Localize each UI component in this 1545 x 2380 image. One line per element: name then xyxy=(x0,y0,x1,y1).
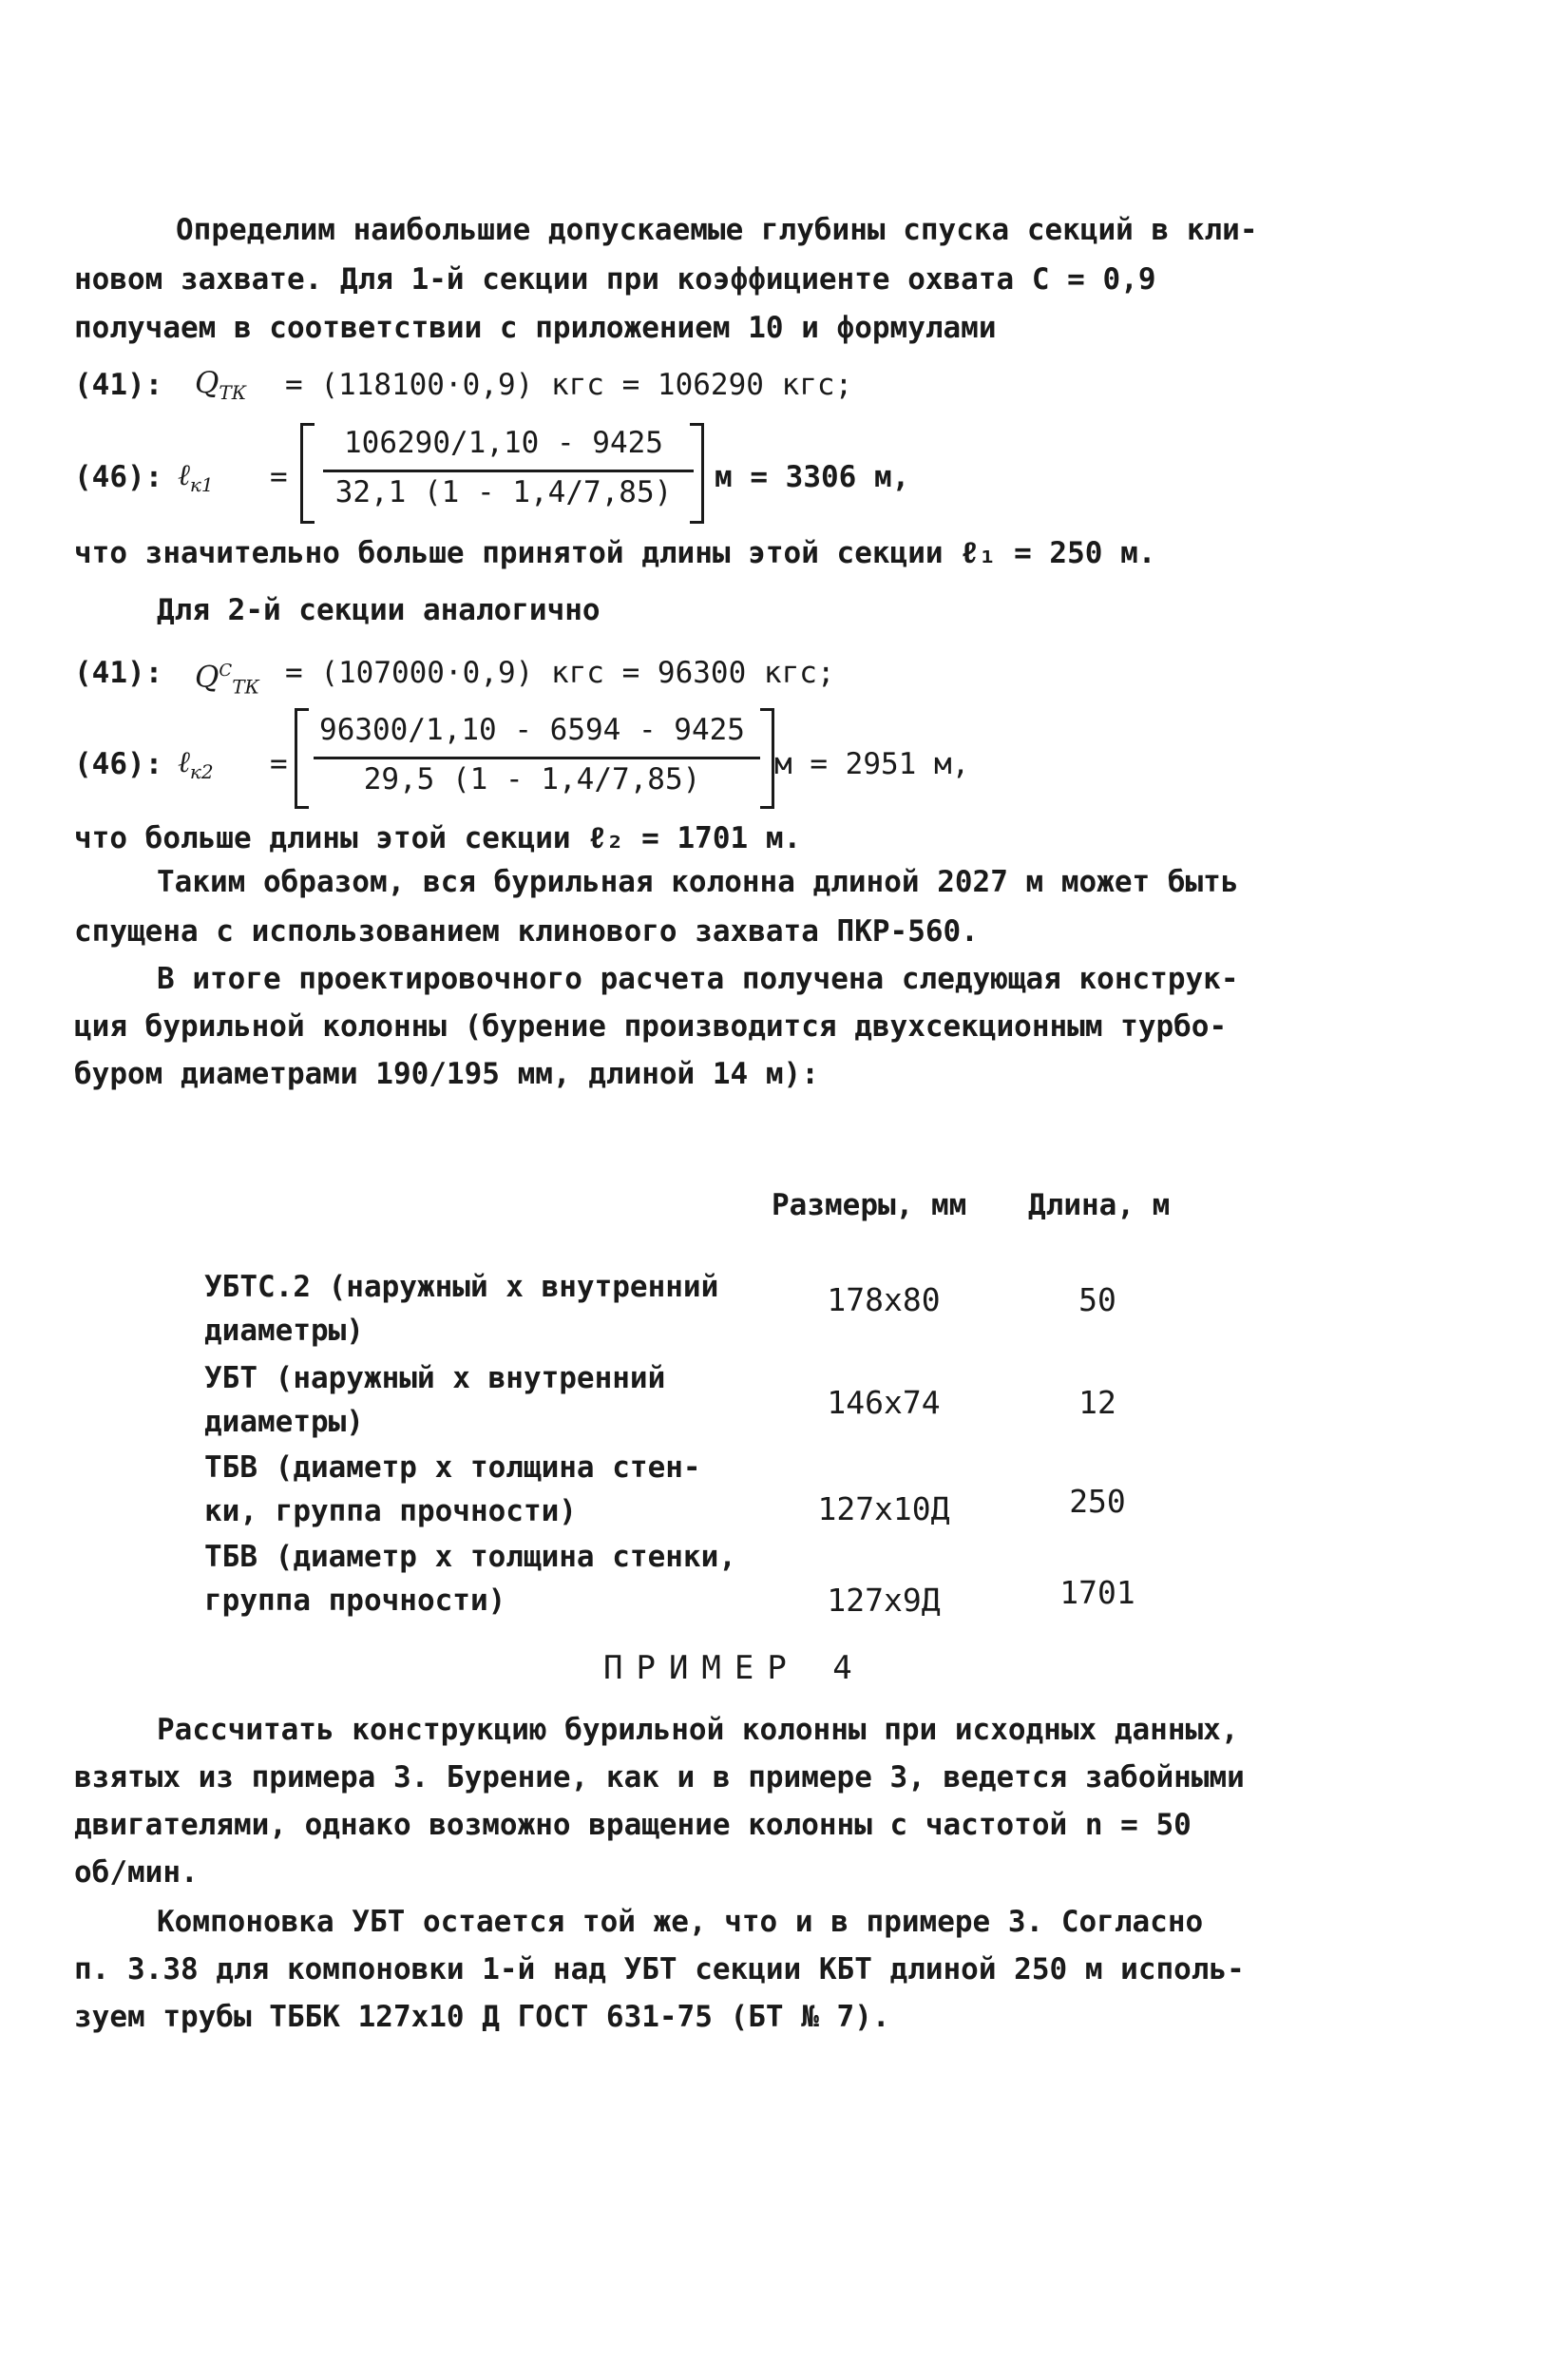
row-label-line1: УБТ (наружный х внутренний xyxy=(204,1361,666,1395)
row-label-line1: ТБВ (диаметр х толщина стенки, xyxy=(204,1540,736,1574)
left-bracket xyxy=(300,423,315,524)
eq-result: м = 2951 м, xyxy=(774,747,970,781)
para3-line2: ция бурильной колонны (бурение производится двухсекционным турбо- xyxy=(74,1009,1228,1044)
eq-label: (41): xyxy=(74,368,163,402)
para1-line3: получаем в соответствии с приложением 10 и формулами xyxy=(74,311,997,345)
row-length: 12 xyxy=(1078,1384,1116,1421)
row-size: 178х80 xyxy=(827,1281,941,1318)
para5-line3: зуем трубы ТББК 127х10 Д ГОСТ 631-75 (БТ № 7). xyxy=(74,2000,890,2034)
row-label-line1: УБТС.2 (наружный х внутренний xyxy=(204,1270,719,1304)
right-bracket xyxy=(690,423,704,524)
eq-label: (46): xyxy=(74,460,163,494)
para1-line1: Определим наибольшие допускаемые глубины спуска секций в кли- xyxy=(176,213,1258,247)
eq-result: м = 3306 м, xyxy=(715,460,910,494)
eq-symbol: $Q_{ТК}$ xyxy=(195,366,247,405)
equals-sign: = xyxy=(270,747,288,781)
right-bracket xyxy=(760,708,774,809)
para2-line2: спущена с использованием клинового захвата ПКР-560. xyxy=(74,914,979,949)
row-label-line2: ки, группа прочности) xyxy=(204,1494,577,1528)
eq-symbol: ℓ$_{к2}$ xyxy=(178,745,214,784)
after-eq2-text: что больше длины этой секции ℓ₂ = 1701 м. xyxy=(74,821,802,855)
eq-label: (46): xyxy=(74,747,163,781)
para4-line2: взятых из примера 3. Бурение, как и в примере 3, ведется забойными xyxy=(74,1760,1245,1795)
fraction-bar xyxy=(314,757,760,759)
header-length: Длина, м xyxy=(1028,1188,1171,1222)
para3-line1: В итоге проектировочного расчета получена следующая конструк- xyxy=(157,962,1239,996)
row-length: 1701 xyxy=(1059,1574,1135,1611)
equals-sign: = xyxy=(270,460,288,494)
header-sizes: Размеры, мм xyxy=(772,1188,967,1222)
row-label-line2: диаметры) xyxy=(204,1314,364,1348)
example-heading: ПРИМЕР 4 xyxy=(603,1649,866,1687)
para5-line1: Компоновка УБТ остается той же, что и в примере 3. Согласно xyxy=(157,1905,1204,1939)
eq-symbol: ℓ$_{к1}$ xyxy=(178,458,214,497)
eq-label: (41): xyxy=(74,656,163,690)
row-label-line2: диаметры) xyxy=(204,1405,364,1439)
denominator: 29,5 (1 - 1,4/7,85) xyxy=(363,762,701,797)
para4-line4: об/мин. xyxy=(74,1855,199,1890)
eq-symbol: $Q^С_{ТК}$ xyxy=(195,660,260,699)
denominator: 32,1 (1 - 1,4/7,85) xyxy=(334,475,673,509)
row-length: 50 xyxy=(1078,1281,1116,1318)
row-label-line1: ТБВ (диаметр х толщина стен- xyxy=(204,1450,701,1485)
numerator: 96300/1,10 - 6594 - 9425 xyxy=(319,713,745,747)
fraction-bar xyxy=(323,470,694,472)
para4-line1: Рассчитать конструкцию бурильной колонны при исходных данных, xyxy=(157,1713,1239,1747)
row-size: 127х10Д xyxy=(817,1490,950,1527)
row-label-line2: группа прочности) xyxy=(204,1583,506,1618)
para5-line2: п. 3.38 для компоновки 1-й над УБТ секции КБТ длиной 250 м исполь- xyxy=(74,1952,1245,1987)
section2-intro: Для 2-й секции аналогично xyxy=(157,593,601,627)
after-eq1-text: что значительно больше принятой длины этой секции ℓ₁ = 250 м. xyxy=(74,536,1156,570)
numerator: 106290/1,10 - 9425 xyxy=(344,426,663,460)
para1-line2: новом захвате. Для 1-й секции при коэффициенте охвата С = 0,9 xyxy=(74,262,1156,297)
eq-expression: = (107000·0,9) кгс = 96300 кгс; xyxy=(285,656,835,690)
eq-expression: = (118100·0,9) кгс = 106290 кгс; xyxy=(285,368,853,402)
para3-line3: буром диаметрами 190/195 мм, длиной 14 м): xyxy=(74,1057,819,1091)
row-length: 250 xyxy=(1069,1483,1126,1520)
para4-line3: двигателями, однако возможно вращение колонны с частотой n = 50 xyxy=(74,1808,1192,1842)
para2-line1: Таким образом, вся бурильная колонна длиной 2027 м может быть xyxy=(157,865,1239,899)
row-size: 127х9Д xyxy=(827,1582,941,1619)
row-size: 146х74 xyxy=(827,1384,941,1421)
